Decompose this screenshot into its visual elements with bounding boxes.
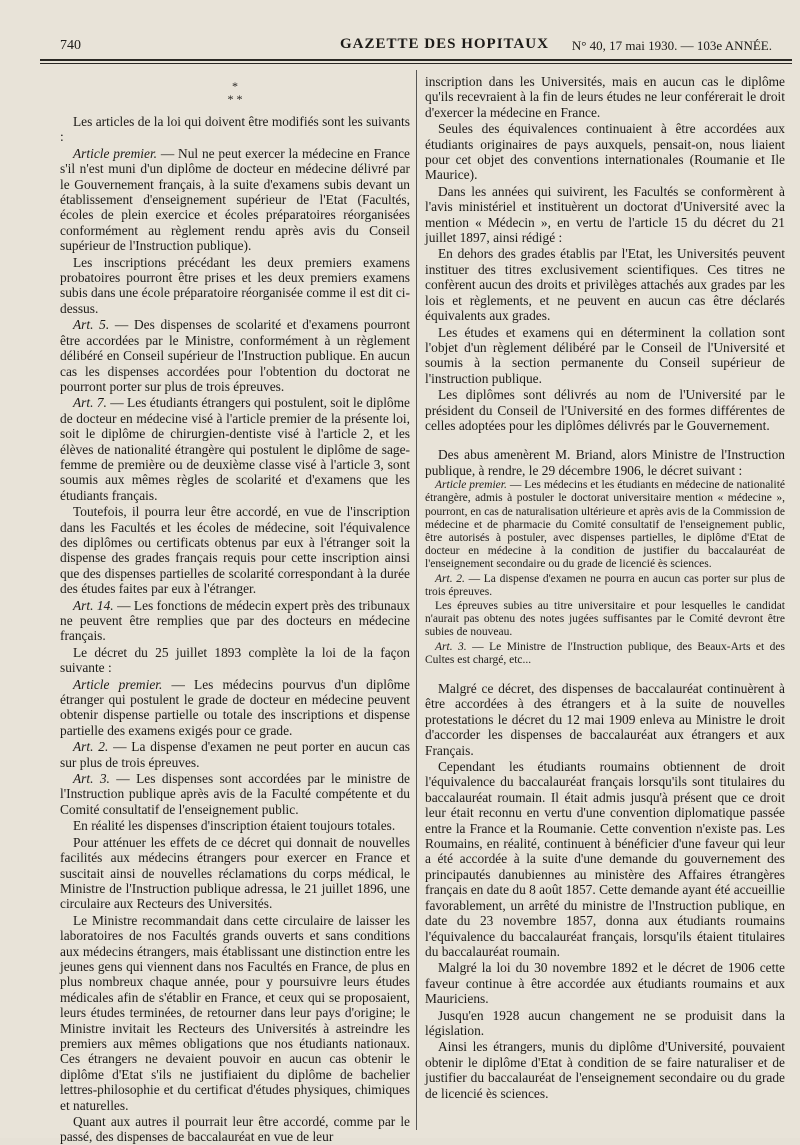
paragraph-text: Quant aux autres il pourrait leur être accordé, comme par le passé, des dispenses de baccalauréat en vue de leur — [60, 1114, 410, 1145]
article-label: Art. 5. — [73, 317, 110, 333]
article-label: Art. 3. — [435, 640, 467, 653]
paragraph-text: Toutefois, il pourra leur être accordé, en vue de l'inscription dans les Facultés et les écoles de médecine, soit l'équivalence des diplômes ou certificats obtenus par eux à l'étranger soit la dispense des grades français requis pour cette inscription ainsi que des dispenses partielles de scolarité correspondant à la durée des études faites par eux à l'étranger. — [60, 504, 410, 597]
paragraph-text: Cependant les étudiants roumains obtiennent de droit l'équivalence du baccalauréat français lorsqu'ils sont titulaires du baccalauréat roumain. Il était admis jusqu'à présent que ce droit leur était reconnu en vertu d'une convention diplomatique passée entre la France et la Roumanie. Cette convention n'existe pas. Les Roumains, en réalité, continuent à bénéficier d'une faveur qui leur a été accordée à la suite d'une demande du gouvernement des principautés danubiennes au ministère des Affaires étrangères français en date du 8 août 1857. Cette demande ayant été accueillie favorablement, un arrêté du ministre de l'Instruction publique, en date du 23 novembre 1857, donna aux étudiants roumains l'équivalence du baccalauréat français, lorsqu'ils étaient titulaires du baccalauréat roumain. — [425, 759, 785, 959]
article-label: Article premier. — [73, 145, 158, 161]
paragraph-text: inscription dans les Universités, mais en aucun cas le diplôme qu'ils recevraient à la fin de leurs études ne leur conférerait le droit d'exercer la médecine en France. — [425, 74, 785, 120]
paragraph-text: Le Ministre recommandait dans cette circulaire de laisser les laboratoires de nos Facultés grands ouverts et sans conditions aux médecins étrangers, mais établissant une distinction entre les jeunes gens qui viennent dans nos Facultés en France, de plus en plus nombreux chaque année, pour y poursuivre leurs études médicales afin de s'établir en France, et ceux qui se proposaient, leurs études terminées, de retourner dans leur pays d'origine; le Ministre invitait les Recteurs des Universités à astreindre les premiers aux mêmes obligations que nos étudiants nationaux. Ces étrangers ne devaient pouvoir en aucun cas obtenir le diplôme d'Etat s'ils ne justifiaient du diplôme de bachelier lettres-philosophie et du certificat d'études physiques, chimiques et naturelles. — [60, 912, 410, 1113]
paragraph-text: Dans les années qui suivirent, les Facultés se conformèrent à l'avis ministériel et instituèrent un doctorat d'Université avec la mention « Médecin », en vertu de l'article 15 du décret du 21 juillet 1897, ainsi rédigé : — [425, 183, 785, 246]
article-label: Article premier. — [435, 479, 507, 492]
paragraph — [60, 818, 410, 833]
paragraph — [60, 317, 410, 394]
paragraph — [425, 573, 785, 599]
paragraph-text: Les épreuves subies au titre universitaire et pour lesquelles le candidat n'aurait pas obtenu des notes jugées suffisantes par le Comité devront être subies de nouveau. — [425, 599, 785, 639]
paragraph — [60, 146, 410, 254]
paragraph — [60, 677, 410, 739]
paragraph-text: Seules des équivalences continuaient à être accordées aux étudiants originaires de pays auxquels, pensait-on, nous liaient pour cet objet des conventions internationales (Roumanie et Ile Maurice). — [425, 121, 785, 183]
article-label: Art. 14. — [73, 597, 114, 613]
paragraph — [60, 395, 410, 503]
paragraph — [425, 246, 785, 323]
article-label: Art. 3. — [73, 771, 110, 787]
page-header — [40, 34, 780, 58]
header-rule — [40, 59, 792, 61]
page-number: 740 — [60, 38, 81, 53]
paragraph-text: — Le Ministre de l'Instruction publique, des Beaux-Arts et des Cultes est chargé, etc... — [425, 640, 785, 666]
paragraph — [425, 759, 785, 959]
paragraph-text: Les articles de la loi qui doivent être modifiés sont les suivants : — [60, 114, 410, 145]
paragraph-text: Des abus amenèrent M. Briand, alors Ministre de l'Instruction publique, à rendre, le 29 décembre 1906, le décret suivant : — [425, 447, 785, 478]
paragraph-text: Jusqu'en 1928 aucun changement ne se produisit dans la législation. — [425, 1007, 785, 1038]
paragraph-text: — Les médecins pourvus d'un diplôme étranger qui postulent le grade de docteur en médecine peuvent obtenir dispense partielle ou totale des inscriptions et dispense partielle des examens exigés pour ce grade. — [60, 676, 410, 738]
left-column — [60, 74, 411, 1145]
paragraph — [425, 681, 785, 758]
paragraph — [60, 255, 410, 317]
paragraph-text: — La dispense d'examen ne peut porter en aucun cas sur plus de trois épreuves. — [60, 739, 410, 770]
column-divider — [416, 70, 417, 1130]
article-label: Art. 7. — [73, 395, 107, 411]
paragraph — [425, 1039, 785, 1101]
paragraph — [60, 598, 410, 644]
paragraph — [425, 325, 785, 387]
paragraph-text: Les études et examens qui en déterminent la collation sont l'objet d'un règlement délibéré par le Conseil de l'Université et soumis à la section permanente du Conseil supérieur de l'instruction publique. — [425, 324, 785, 386]
paragraph — [425, 479, 785, 571]
paragraph-text: Les diplômes sont délivrés au nom de l'Université par le président du Conseil de l'Université en des formes différentes de celles adoptées pour les diplômes délivrés par le Gouvernement. — [425, 387, 785, 433]
paragraph — [60, 1114, 410, 1145]
paragraph — [425, 74, 785, 120]
header-rule-thin — [40, 63, 792, 64]
paragraph-text: — Nul ne peut exercer la médecine en France s'il n'est muni d'un diplôme de docteur en médecine délivré par le Gouvernement français, à la suite d'examens subis devant un établissement d'enseignement supérieur de l'Etat (Facultés, écoles de plein exercice et écoles préparatoires réorganisées conformément au règlement rendu après avis du Conseil supérieur de l'Instruction publique). — [60, 145, 410, 254]
paragraph-text: Les inscriptions précédant les deux premiers examens probatoires pourront être prises et les deux premiers examens subis dans une école préparatoire réorganisée comme il est dit ci-dessus. — [60, 254, 410, 316]
paragraph-text: Le décret du 25 juillet 1893 complète la loi de la façon suivante : — [60, 644, 410, 676]
paragraph — [60, 739, 410, 770]
paragraph — [60, 835, 410, 912]
section-separator: * * * — [227, 79, 243, 106]
paragraph — [60, 913, 410, 1113]
paragraph — [425, 447, 785, 478]
paragraph — [425, 387, 785, 433]
paragraph-text: Malgré la loi du 30 novembre 1892 et le décret de 1906 cette faveur continue à être accordée aux étudiants roumains et aux Mauriciens. — [425, 960, 785, 1007]
paragraph-text: Malgré ce décret, des dispenses de baccalauréat continuèrent à être accordées à des étrangers et à la suite de nouvelles protestations le décret du 12 mai 1909 enleva au Ministre le droit d'accorder les dispenses de baccalauréat aux étrangers et aux Français. — [425, 681, 785, 758]
article-label: Art. 2. — [73, 739, 109, 755]
issue-date: N° 40, 17 mai 1930. — 103e ANNÉE. — [571, 38, 772, 53]
paragraph — [425, 1008, 785, 1039]
article-label: Article premier. — [73, 676, 163, 692]
paragraph — [60, 504, 410, 596]
paragraph — [60, 771, 410, 817]
paragraph-text: — Les médecins et les étudiants en médecine de nationalité étrangère, admis à postuler le doctorat universitaire mention « médecine », pourront, en cas de naturalisation ultérieure et après avis de la Commission de médecine et de pharmacie du Comité consultatif de l'enseignement public, être autorisés à postuler, avec dispenses partielles, le diplôme d'Etat de docteur en médecine à la condition de justifier du baccalauréat de l'enseignement secondaire ou du grade de licencié ès sciences. — [425, 479, 785, 571]
paragraph — [60, 645, 410, 676]
paragraph — [425, 121, 785, 183]
paragraph-text: En dehors des grades établis par l'Etat, les Universités peuvent instituer des titres exclusivement scientifiques. Ces titres ne confèrent aucun des droits et privilèges attachés aux grades par les lois et règlements, et ne peuvent en aucun cas être déclarés équivalents aux grades. — [425, 246, 785, 324]
paragraph-text: — Les fonctions de médecin expert près des tribunaux ne peuvent être remplies que par des docteurs en médecine français. — [60, 597, 411, 644]
article-label: Art. 2. — [435, 572, 465, 585]
paragraph-text: — Des dispenses de scolarité et d'examens pourront être accordées par le Ministre, conformément à un règlement délibéré en Conseil supérieur de l'Instruction publique. En aucun cas les dispenses accordées pour l'obtention du doctorat ne pourront porter sur plus de trois épreuves. — [60, 317, 410, 394]
paragraph-text: Ainsi les étrangers, munis du diplôme d'Université, pouvaient obtenir le diplôme d'Etat à condition de se faire naturaliser et de justifier du baccalauréat de l'enseignement secondaire ou du grade de licencié ès sciences. — [425, 1039, 785, 1101]
paragraph-text: Pour atténuer les effets de ce décret qui donnait de nouvelles facilités aux médecins étrangers pour exercer en France et suscitait ainsi de nouvelles réclamations du corps médical, le Ministre de l'Instruction publique adressa, le 21 juillet 1896, une circulaire aux Recteurs des Universités. — [60, 834, 410, 912]
paragraph-text: En réalité les dispenses d'inscription étaient toujours totales. — [73, 818, 396, 834]
paragraph-text: — Les étudiants étrangers qui postulent, soit le diplôme de docteur en médecine visé à l'article premier de la présente loi, soit le diplôme de chirurgien-dentiste visé à l'article 2, et les élèves de nationalité étrangère qui postulent le diplôme de sage-femme de première ou de deuxième classe visé à l'article 3, sont soumis aux mêmes règles de scolarité et d'examens que les étudiants français. — [60, 395, 410, 503]
paragraph — [425, 641, 785, 667]
publication-title: GAZETTE DES HOPITAUX — [340, 36, 549, 52]
paragraph-text: — La dispense d'examen ne pourra en aucun cas porter sur plus de trois épreuves. — [425, 572, 785, 598]
right-column — [425, 74, 785, 1134]
paragraph — [425, 184, 785, 246]
paragraph-text: — Les dispenses sont accordées par le ministre de l'Instruction publique après avis de la Faculté compétente et du Comité consultatif de l'enseignement public. — [60, 771, 410, 817]
paragraph — [425, 960, 785, 1006]
paragraph — [425, 600, 785, 640]
paragraph — [60, 114, 410, 145]
